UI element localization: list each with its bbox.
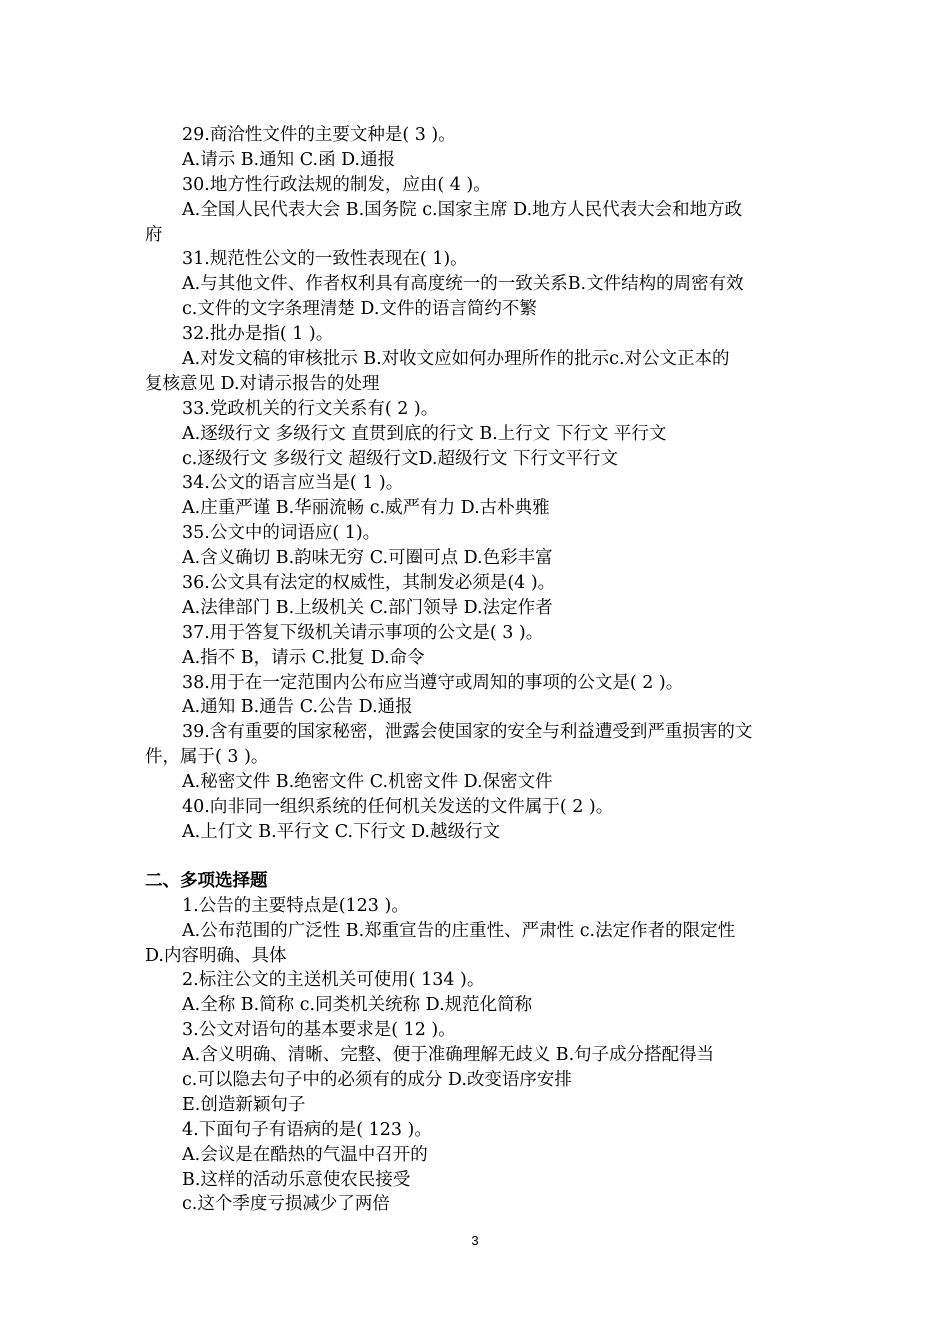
text-line: A.指不 B，请示 C.批复 D.命令 — [182, 647, 425, 668]
text-line: 30.地方性行政法规的制发，应由( 4 )。 — [182, 174, 491, 195]
single-choice-section — [145, 123, 810, 845]
text-line: A.庄重严谨 B.华丽流畅 c.威严有力 D.古朴典雅 — [182, 498, 550, 519]
text-line: D.内容明确、具体 — [145, 945, 287, 966]
text-line: A.逐级行文 多级行文 直贯到底的行文 B.上行文 下行文 平行文 — [182, 423, 667, 444]
text-line: A.全国人民代表大会 B.国务院 c.国家主席 D.地方人民代表大会和地方政 — [182, 199, 743, 220]
text-line: 32.批办是指( 1 )。 — [182, 324, 334, 345]
page-number: 3 — [471, 1233, 479, 1248]
text-line: A.会议是在酷热的气温中召开的 — [182, 1144, 428, 1165]
text-line: B.这样的活动乐意使农民接受 — [182, 1169, 411, 1190]
text-line: 36.公文具有法定的权威性，其制发必须是(4 )。 — [182, 573, 556, 594]
text-line: A.含义明确、清晰、完整、便于准确理解无歧义 B.句子成分搭配得当 — [182, 1045, 715, 1066]
section-heading: 二、多项选择题 — [145, 870, 268, 891]
section-gap — [145, 845, 810, 869]
text-line: 件，属于( 3 )。 — [145, 747, 269, 768]
text-line: 38.用于在一定范围内公布应当遵守或周知的事项的公文是( 2 )。 — [182, 672, 684, 693]
text-line: A.公布范围的广泛性 B.郑重宣告的庄重性、严肃性 c.法定作者的限定性 — [182, 920, 736, 941]
text-line: c.逐级行文 多级行文 超级行文D.超级行文 下行文平行文 — [182, 448, 619, 469]
text-line: A.上仃文 B.平行文 C.下行文 D.越级行文 — [182, 821, 501, 842]
text-line: 3.公文对语句的基本要求是( 12 )。 — [182, 1020, 456, 1041]
text-line: 1.公告的主要特点是(123 )。 — [182, 895, 409, 916]
text-line: A.请示 B.通知 C.函 D.通报 — [182, 149, 396, 170]
text-line: E.创造新颖句子 — [182, 1094, 306, 1115]
text-line: 39.含有重要的国家秘密，泄露会使国家的安全与利益遭受到严重损害的文 — [182, 722, 753, 743]
text-line: 33.党政机关的行文关系有( 2 )。 — [182, 398, 439, 419]
text-line: 34.公文的语言应当是( 1 )。 — [182, 473, 404, 494]
text-line: A.与其他文件、作者权利具有高度统一的一致关系B.文件结构的周密有效 — [182, 274, 744, 295]
text-line: 4.下面句子有语病的是( 123 )。 — [182, 1119, 432, 1140]
text-line: A.秘密文件 B.绝密文件 C.机密文件 D.保密文件 — [182, 772, 553, 793]
text-line: A.含义确切 B.韵味无穷 C.可圈可点 D.色彩丰富 — [182, 548, 553, 569]
text-line: 37.用于答复下级机关请示事项的公文是( 3 )。 — [182, 622, 544, 643]
text-line: A.法律部门 B.上级机关 C.部门领导 D.法定作者 — [182, 597, 553, 618]
text-line: c.可以隐去句子中的必须有的成分 D.改变语序安排 — [182, 1069, 572, 1090]
text-line: 31.规范性公文的一致性表现在( 1)。 — [182, 249, 468, 270]
text-line: A.通知 B.通告 C.公告 D.通报 — [182, 697, 413, 718]
text-line: 35.公文中的词语应( 1)。 — [182, 523, 381, 544]
text-line: A.对发文稿的审核批示 B.对收文应如何办理所作的批示c.对公文正本的 — [182, 349, 730, 370]
text-line: 40.向非同一组织系统的任何机关发送的文件属于( 2 )。 — [182, 797, 614, 818]
text-line: c.这个季度亏损减少了两倍 — [182, 1194, 390, 1215]
text-line: 复核意见 D.对请示报告的处理 — [145, 373, 380, 394]
text-line: A.全称 B.简称 c.同类机关统称 D.规范化简称 — [182, 995, 533, 1016]
text-line: 府 — [145, 224, 163, 245]
document-body — [145, 123, 810, 1217]
multiple-choice-section — [145, 894, 810, 1218]
text-line: 29.商洽性文件的主要文种是( 3 )。 — [182, 125, 456, 145]
text-line: 2.标注公文的主送机关可使用( 134 )。 — [182, 970, 485, 991]
text-line: c.文件的文字条理清楚 D.文件的语言简约不繁 — [182, 299, 537, 320]
